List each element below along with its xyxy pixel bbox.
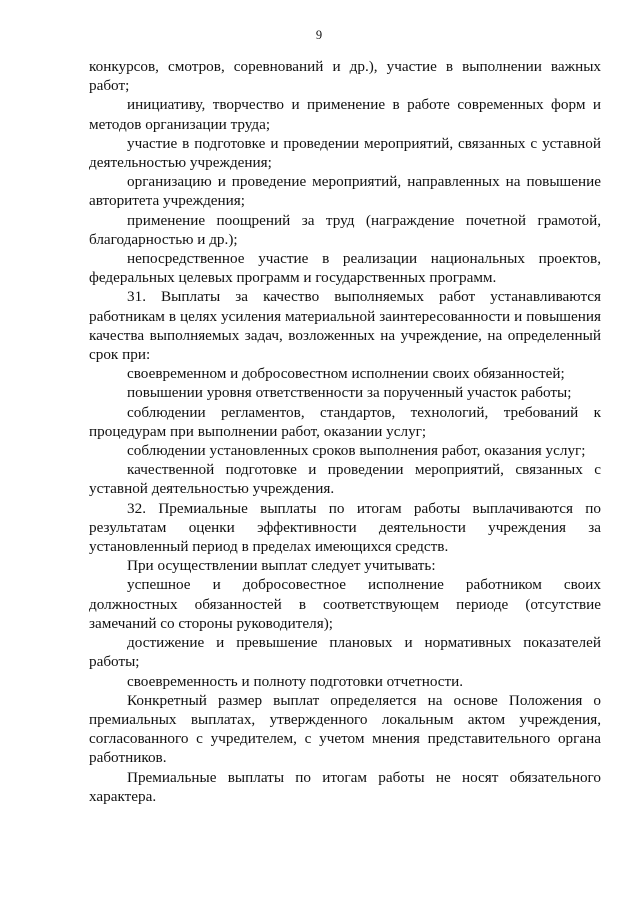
paragraph-12: качественной подготовке и проведении мероприятий, связанных с уставной деятельностью учреждения. xyxy=(89,461,601,498)
paragraph-19: Премиальные выплаты по итогам работы не носят обязательного характера. xyxy=(89,768,601,805)
paragraph-13-item-32: 32. Премиальные выплаты по итогам работы выплачиваются по результатам оценки эффективности деятельности учреждения за установленный период в пределах имеющихся средств. xyxy=(89,499,601,556)
page-number: 9 xyxy=(315,28,323,42)
paragraph-1: конкурсов, смотров, соревнований и др.), участие в выполнении важных работ; xyxy=(89,58,601,95)
paragraph-5: применение поощрений за труд (награждение почетной грамотой, благодарностью и др.); xyxy=(89,211,601,248)
paragraph-16: достижение и превышение плановых и нормативных показателей работы; xyxy=(89,634,601,671)
paragraph-7-item-31: 31. Выплаты за качество выполняемых работ устанавливаются работникам в целях усиления материальной заинтересованности и повышения качества выполняемых задач, возложенных на учреждение, на определенный срок при: xyxy=(89,288,601,364)
paragraph-15: успешное и добросовестное исполнение работником своих должностных обязанностей в соответствующем периоде (отсутствие замечаний со стороны руководителя); xyxy=(89,576,601,632)
document-body xyxy=(89,57,601,806)
paragraph-2: инициативу, творчество и применение в работе современных форм и методов организации труда; xyxy=(89,96,601,133)
paragraph-3: участие в подготовке и проведении мероприятий, связанных с уставной деятельностью учреждения; xyxy=(89,134,601,172)
paragraph-8: своевременном и добросовестном исполнении своих обязанностей; xyxy=(127,365,565,383)
paragraph-4: организацию и проведение мероприятий, направленных на повышение авторитета учреждения; xyxy=(89,173,601,210)
paragraph-18: Конкретный размер выплат определяется на основе Положения о премиальных выплатах, утвержденного локальным актом учреждения, согласованного с учредителем, с учетом мнения представительного органа работников. xyxy=(89,691,601,767)
paragraph-10: соблюдении регламентов, стандартов, технологий, требований к процедурам при выполнении работ, оказании услуг; xyxy=(89,403,601,440)
paragraph-9: повышении уровня ответственности за порученный участок работы; xyxy=(127,384,572,402)
paragraph-17: своевременность и полноту подготовки отчетности. xyxy=(127,672,464,690)
paragraph-14: При осуществлении выплат следует учитывать: xyxy=(127,557,436,575)
paragraph-11: соблюдении установленных сроков выполнения работ, оказания услуг; xyxy=(127,442,586,460)
paragraph-6: непосредственное участие в реализации национальных проектов, федеральных целевых программ и государственных программ. xyxy=(89,250,601,287)
